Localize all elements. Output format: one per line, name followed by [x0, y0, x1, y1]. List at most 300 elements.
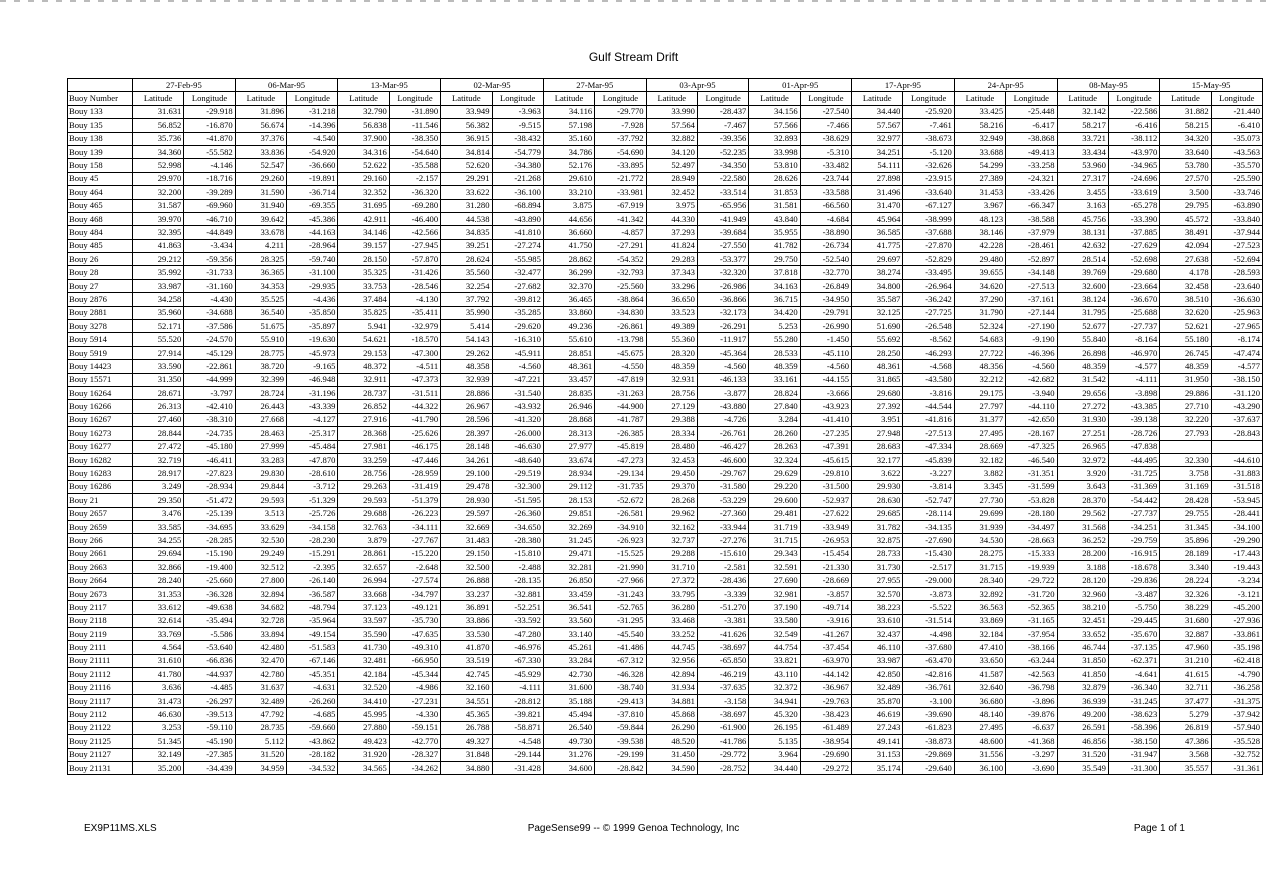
longitude-cell: -38.350	[389, 132, 440, 145]
latitude-cell: 52.677	[1057, 320, 1108, 333]
longitude-cell: -34.650	[492, 520, 543, 533]
latitude-cell: 5.112	[235, 735, 286, 748]
longitude-cell: -45.839	[903, 453, 954, 466]
longitude-cell: -38.588	[1006, 212, 1057, 225]
longitude-cell: -28.842	[595, 761, 646, 774]
longitude-cell: -27.936	[1211, 614, 1262, 627]
longitude-cell: -36.328	[184, 587, 235, 600]
longitude-cell: -31.120	[1211, 386, 1262, 399]
longitude-cell: -29.918	[184, 105, 235, 118]
latitude-cell: 33.210	[543, 186, 594, 199]
latitude-cell: 34.120	[646, 145, 697, 158]
latitude-cell: 35.174	[852, 761, 903, 774]
latitude-cell: 32.882	[646, 132, 697, 145]
latitude-cell: 29.100	[441, 467, 492, 480]
latitude-cell: 29.478	[441, 480, 492, 493]
latitude-cell: 37.484	[338, 293, 389, 306]
latitude-cell: 54.683	[954, 333, 1005, 346]
longitude-cell: -4.641	[1108, 668, 1159, 681]
longitude-cell: -67.919	[595, 199, 646, 212]
latitude-cell: 28.735	[235, 721, 286, 734]
latitude-cell: 33.652	[1057, 628, 1108, 641]
latitude-cell: 38.510	[1160, 293, 1211, 306]
latitude-cell: 36.715	[749, 293, 800, 306]
longitude-cell: -8.164	[1108, 333, 1159, 346]
latitude-cell: 42.745	[441, 668, 492, 681]
longitude-cell: -45.364	[697, 346, 748, 359]
latitude-cell: 28.917	[133, 467, 184, 480]
buoy-number-cell: Bouy 468	[68, 212, 133, 225]
longitude-cell: -61.823	[903, 721, 954, 734]
latitude-cell: 29.886	[1160, 386, 1211, 399]
latitude-cell: 34.551	[441, 694, 492, 707]
latitude-cell: 32.269	[543, 520, 594, 533]
longitude-cell: -44.544	[903, 400, 954, 413]
table-row	[68, 279, 1263, 292]
latitude-cell: 58.217	[1057, 119, 1108, 132]
latitude-cell: 31.940	[235, 199, 286, 212]
longitude-cell: -9.165	[287, 360, 338, 373]
latitude-cell: 28.775	[235, 346, 286, 359]
latitude-cell: 32.887	[1160, 628, 1211, 641]
latitude-cell: 28.824	[749, 386, 800, 399]
latitude-header: Latitude	[543, 92, 594, 105]
latitude-cell: 33.836	[235, 145, 286, 158]
longitude-cell: -46.976	[492, 641, 543, 654]
latitude-cell: 3.951	[852, 413, 903, 426]
table-row	[68, 226, 1263, 239]
longitude-cell: -4.986	[389, 681, 440, 694]
longitude-cell: -3.916	[800, 614, 851, 627]
latitude-cell: 31.715	[954, 561, 1005, 574]
longitude-cell: -27.513	[903, 427, 954, 440]
scan-top-edge	[0, 0, 1267, 2]
longitude-cell: -62.371	[1108, 654, 1159, 667]
latitude-cell: 27.840	[749, 400, 800, 413]
longitude-cell: -6.416	[1108, 119, 1159, 132]
longitude-cell: -38.864	[595, 293, 646, 306]
longitude-cell: -4.560	[1006, 360, 1057, 373]
longitude-cell: -25.139	[184, 507, 235, 520]
longitude-cell: -46.600	[697, 453, 748, 466]
latitude-cell: 37.818	[749, 266, 800, 279]
longitude-cell: -49.121	[389, 601, 440, 614]
latitude-cell: 27.495	[954, 721, 1005, 734]
latitude-cell: 52.176	[543, 159, 594, 172]
latitude-cell: 33.284	[543, 654, 594, 667]
longitude-header: Longitude	[697, 92, 748, 105]
table-row	[68, 199, 1263, 212]
table-row	[68, 628, 1263, 641]
buoy-number-cell: Bouy 21117	[68, 694, 133, 707]
latitude-cell: 29.343	[749, 547, 800, 560]
longitude-cell	[1211, 440, 1262, 453]
longitude-cell: -26.140	[287, 574, 338, 587]
date-header: 02-Mar-95	[441, 79, 544, 92]
latitude-cell: 34.880	[441, 761, 492, 774]
longitude-cell: -33.949	[800, 520, 851, 533]
latitude-cell: 32.879	[1057, 681, 1108, 694]
latitude-cell: 34.316	[338, 145, 389, 158]
longitude-cell: -41.870	[184, 132, 235, 145]
latitude-cell: 33.629	[235, 520, 286, 533]
latitude-cell: 26.967	[441, 400, 492, 413]
longitude-cell: -29.620	[492, 320, 543, 333]
longitude-cell: -44.900	[595, 400, 646, 413]
latitude-cell: 32.212	[954, 373, 1005, 386]
longitude-cell: -26.964	[903, 279, 954, 292]
longitude-cell: -67.146	[287, 654, 338, 667]
latitude-cell: 33.296	[646, 279, 697, 292]
latitude-cell: 47.792	[235, 708, 286, 721]
longitude-cell: -42.682	[1006, 373, 1057, 386]
longitude-cell: -38.873	[903, 735, 954, 748]
longitude-cell: -33.514	[697, 186, 748, 199]
longitude-cell: -36.587	[287, 587, 338, 600]
latitude-header: Latitude	[441, 92, 492, 105]
latitude-cell: 5.253	[749, 320, 800, 333]
latitude-cell: 31.939	[954, 520, 1005, 533]
latitude-cell: 27.710	[1160, 400, 1211, 413]
table-row	[68, 601, 1263, 614]
latitude-cell: 39.655	[954, 266, 1005, 279]
latitude-cell: 29.930	[852, 480, 903, 493]
longitude-cell: -31.428	[492, 761, 543, 774]
latitude-cell: 36.252	[1057, 534, 1108, 547]
longitude-cell: -37.810	[595, 708, 646, 721]
longitude-cell: -44.163	[287, 226, 338, 239]
longitude-cell: -27.737	[1108, 507, 1159, 520]
longitude-cell: -29.134	[595, 467, 646, 480]
latitude-cell: 28.189	[1160, 547, 1211, 560]
latitude-cell: 29.694	[133, 547, 184, 560]
longitude-cell: -47.280	[492, 628, 543, 641]
longitude-header: Longitude	[903, 92, 954, 105]
longitude-cell: -3.797	[184, 386, 235, 399]
latitude-cell: 31.848	[441, 748, 492, 761]
latitude-cell: 3.920	[1057, 467, 1108, 480]
latitude-cell: 3.249	[133, 480, 184, 493]
latitude-cell: 36.100	[954, 761, 1005, 774]
latitude-header: Latitude	[749, 92, 800, 105]
longitude-cell: -31.883	[1211, 467, 1262, 480]
latitude-cell: 5.135	[749, 735, 800, 748]
longitude-cell: -28.593	[1211, 266, 1262, 279]
latitude-cell: 32.711	[1160, 681, 1211, 694]
longitude-cell: -21.990	[595, 561, 646, 574]
latitude-cell: 3.568	[1160, 748, 1211, 761]
longitude-cell: -27.965	[1211, 320, 1262, 333]
latitude-cell: 32.372	[749, 681, 800, 694]
buoy-number-cell: Bouy 158	[68, 159, 133, 172]
latitude-cell: 3.875	[543, 199, 594, 212]
corner-cell	[68, 79, 133, 92]
table-row	[68, 614, 1263, 627]
buoy-number-cell: Bouy 45	[68, 172, 133, 185]
latitude-cell: 31.695	[338, 199, 389, 212]
latitude-cell: 31.483	[441, 534, 492, 547]
longitude-cell: -4.430	[184, 293, 235, 306]
buoy-number-cell: Bouy 2673	[68, 587, 133, 600]
latitude-cell: 33.869	[954, 614, 1005, 627]
buoy-number-cell: Bouy 2111	[68, 641, 133, 654]
latitude-cell: 34.881	[646, 694, 697, 707]
latitude-cell: 3.476	[133, 507, 184, 520]
latitude-cell: 28.930	[441, 494, 492, 507]
latitude-header: Latitude	[852, 92, 903, 105]
longitude-cell: -3.690	[1006, 761, 1057, 774]
longitude-cell: -33.746	[1211, 186, 1262, 199]
longitude-cell: -38.432	[492, 132, 543, 145]
longitude-cell: -31.511	[389, 386, 440, 399]
longitude-cell: -3.434	[184, 239, 235, 252]
longitude-cell: -41.320	[492, 413, 543, 426]
latitude-cell: 33.530	[441, 628, 492, 641]
latitude-cell: 28.240	[133, 574, 184, 587]
longitude-cell: -26.291	[697, 320, 748, 333]
latitude-cell: 32.669	[441, 520, 492, 533]
longitude-cell: -29.770	[595, 105, 646, 118]
longitude-cell: -31.580	[697, 480, 748, 493]
latitude-cell: 37.792	[441, 293, 492, 306]
latitude-cell: 52.497	[646, 159, 697, 172]
latitude-cell: 32.437	[852, 628, 903, 641]
latitude-cell: 49.730	[543, 735, 594, 748]
table-row	[68, 694, 1263, 707]
latitude-cell: 55.610	[543, 333, 594, 346]
longitude-cell: -26.986	[697, 279, 748, 292]
latitude-cell: 32.452	[646, 186, 697, 199]
latitude-cell: 46.619	[852, 708, 903, 721]
longitude-cell: -39.684	[697, 226, 748, 239]
longitude-cell: -27.629	[1108, 239, 1159, 252]
latitude-cell: 38.146	[954, 226, 1005, 239]
longitude-cell: -38.697	[697, 641, 748, 654]
longitude-cell: -1.450	[800, 333, 851, 346]
latitude-cell: 5.414	[441, 320, 492, 333]
longitude-cell: -25.626	[389, 427, 440, 440]
longitude-cell: -29.272	[800, 761, 851, 774]
latitude-cell: 28.533	[749, 346, 800, 359]
latitude-cell: 35.188	[543, 694, 594, 707]
longitude-header: Longitude	[1108, 92, 1159, 105]
longitude-cell: -59.356	[184, 253, 235, 266]
longitude-cell: -37.688	[903, 226, 954, 239]
longitude-cell: -4.111	[1108, 373, 1159, 386]
longitude-cell: -42.410	[184, 400, 235, 413]
longitude-cell: -41.410	[800, 413, 851, 426]
longitude-cell: -36.967	[800, 681, 851, 694]
latitude-cell: 52.622	[338, 159, 389, 172]
longitude-cell: -28.180	[1006, 507, 1057, 520]
latitude-cell: 35.960	[133, 306, 184, 319]
latitude-cell: 27.668	[235, 413, 286, 426]
latitude-cell: 32.399	[235, 373, 286, 386]
longitude-cell: -15.610	[697, 547, 748, 560]
longitude-cell: -29.445	[1108, 614, 1159, 627]
latitude-cell: 34.835	[441, 226, 492, 239]
latitude-cell: 27.392	[852, 400, 903, 413]
longitude-cell: -47.325	[1006, 440, 1057, 453]
longitude-cell: -3.816	[903, 386, 954, 399]
latitude-cell: 28.630	[852, 494, 903, 507]
longitude-cell: -22.861	[184, 360, 235, 373]
longitude-cell: -28.167	[1006, 427, 1057, 440]
latitude-cell: 28.325	[235, 253, 286, 266]
latitude-cell: 48.359	[1160, 360, 1211, 373]
longitude-header: Longitude	[1211, 92, 1262, 105]
longitude-cell: -43.339	[287, 400, 338, 413]
longitude-cell: -46.948	[287, 373, 338, 386]
latitude-cell: 29.629	[749, 467, 800, 480]
latitude-cell: 55.840	[1057, 333, 1108, 346]
latitude-cell: 29.283	[646, 253, 697, 266]
longitude-cell: -45.344	[389, 668, 440, 681]
longitude-cell: -27.231	[389, 694, 440, 707]
longitude-cell: -31.263	[595, 386, 646, 399]
latitude-cell: 51.345	[133, 735, 184, 748]
longitude-cell: -32.770	[800, 266, 851, 279]
longitude-cell: -32.979	[389, 320, 440, 333]
longitude-cell: -4.540	[287, 132, 338, 145]
latitude-cell: 55.280	[749, 333, 800, 346]
longitude-cell: -41.342	[595, 212, 646, 225]
latitude-cell: 27.389	[954, 172, 1005, 185]
latitude-cell: 31.610	[133, 654, 184, 667]
latitude-cell: 32.177	[852, 453, 903, 466]
longitude-cell: -2.581	[697, 561, 748, 574]
table-row	[68, 534, 1263, 547]
latitude-cell: 41.750	[543, 239, 594, 252]
latitude-cell: 5.941	[338, 320, 389, 333]
latitude-cell: 32.657	[338, 561, 389, 574]
longitude-cell: -61.489	[800, 721, 851, 734]
latitude-cell: 36.585	[852, 226, 903, 239]
longitude-cell: -4.560	[492, 360, 543, 373]
longitude-cell: -3.339	[697, 587, 748, 600]
buoy-number-cell: Bouy 2881	[68, 306, 133, 319]
buoy-number-cell: Bouy 21125	[68, 735, 133, 748]
longitude-cell: -18.716	[184, 172, 235, 185]
longitude-cell: -44.155	[800, 373, 851, 386]
longitude-cell: -4.568	[903, 360, 954, 373]
latitude-cell: 33.894	[235, 628, 286, 641]
latitude-cell: 35.990	[441, 306, 492, 319]
longitude-cell: -39.690	[903, 708, 954, 721]
longitude-cell: -44.610	[1211, 453, 1262, 466]
latitude-cell: 55.692	[852, 333, 903, 346]
longitude-cell: -25.448	[1006, 105, 1057, 118]
longitude-cell: -39.513	[184, 708, 235, 721]
latitude-cell: 52.171	[133, 320, 184, 333]
longitude-cell: -43.923	[800, 400, 851, 413]
longitude-cell: -21.330	[800, 561, 851, 574]
longitude-cell: -45.190	[184, 735, 235, 748]
longitude-cell: -36.258	[1211, 681, 1262, 694]
latitude-cell: 52.547	[235, 159, 286, 172]
longitude-cell: -34.497	[1006, 520, 1057, 533]
latitude-cell: 26.591	[1057, 721, 1108, 734]
latitude-cell: 33.425	[954, 105, 1005, 118]
latitude-cell: 41.615	[1160, 668, 1211, 681]
latitude-cell: 32.184	[954, 628, 1005, 641]
latitude-cell: 35.525	[235, 293, 286, 306]
latitude-cell: 34.959	[235, 761, 286, 774]
latitude-cell: 28.835	[543, 386, 594, 399]
buoy-number-cell: Bouy 16283	[68, 467, 133, 480]
longitude-cell: -35.588	[389, 159, 440, 172]
latitude-cell: 48.361	[852, 360, 903, 373]
latitude-cell: 48.359	[749, 360, 800, 373]
longitude-cell: -26.297	[184, 694, 235, 707]
latitude-cell: 33.459	[543, 587, 594, 600]
table-row	[68, 105, 1263, 118]
longitude-cell: -26.548	[903, 320, 954, 333]
longitude-cell: -47.391	[800, 440, 851, 453]
table-row	[68, 467, 1263, 480]
longitude-cell: -25.560	[595, 279, 646, 292]
longitude-cell: -51.379	[389, 494, 440, 507]
latitude-cell: 31.345	[1160, 520, 1211, 533]
latitude-cell: 31.795	[1057, 306, 1108, 319]
longitude-cell: -19.891	[287, 172, 338, 185]
latitude-cell: 33.987	[133, 279, 184, 292]
latitude-cell: 26.888	[441, 574, 492, 587]
longitude-cell: -35.850	[287, 306, 338, 319]
longitude-cell: -34.830	[595, 306, 646, 319]
longitude-cell: -34.251	[1108, 520, 1159, 533]
latitude-cell: 32.620	[1160, 306, 1211, 319]
longitude-cell: -52.897	[1006, 253, 1057, 266]
latitude-cell: 31.587	[133, 199, 184, 212]
longitude-cell: -3.666	[800, 386, 851, 399]
longitude-cell: -6.410	[1211, 119, 1262, 132]
latitude-cell: 46.630	[133, 708, 184, 721]
latitude-cell: 32.530	[235, 534, 286, 547]
latitude-cell: 37.900	[338, 132, 389, 145]
latitude-cell: 28.150	[338, 253, 389, 266]
longitude-cell: -31.245	[1108, 694, 1159, 707]
longitude-cell: -25.963	[1211, 306, 1262, 319]
table-row	[68, 480, 1263, 493]
longitude-cell: -38.150	[1211, 373, 1262, 386]
longitude-cell: -32.173	[697, 306, 748, 319]
longitude-cell: -4.790	[1211, 668, 1262, 681]
latitude-cell: 34.440	[852, 105, 903, 118]
longitude-cell: -46.396	[1006, 346, 1057, 359]
longitude-cell: -33.482	[800, 159, 851, 172]
latitude-cell: 35.992	[133, 266, 184, 279]
longitude-cell: -22.586	[1108, 105, 1159, 118]
longitude-cell: -45.911	[492, 346, 543, 359]
latitude-cell: 39.970	[133, 212, 184, 225]
longitude-cell: -19.939	[1006, 561, 1057, 574]
longitude-cell: -46.219	[697, 668, 748, 681]
longitude-cell: -52.540	[800, 253, 851, 266]
longitude-cell: -4.685	[287, 708, 338, 721]
latitude-cell: 57.564	[646, 119, 697, 132]
longitude-cell: -69.280	[389, 199, 440, 212]
latitude-cell: 3.636	[133, 681, 184, 694]
longitude-cell: -29.413	[595, 694, 646, 707]
longitude-cell: -3.857	[800, 587, 851, 600]
latitude-cell: 31.600	[543, 681, 594, 694]
latitude-cell: 29.212	[133, 253, 184, 266]
buoy-number-cell: Bouy 465	[68, 199, 133, 212]
latitude-cell: 37.123	[338, 601, 389, 614]
latitude-cell: 31.520	[235, 748, 286, 761]
longitude-cell: -52.694	[1211, 253, 1262, 266]
